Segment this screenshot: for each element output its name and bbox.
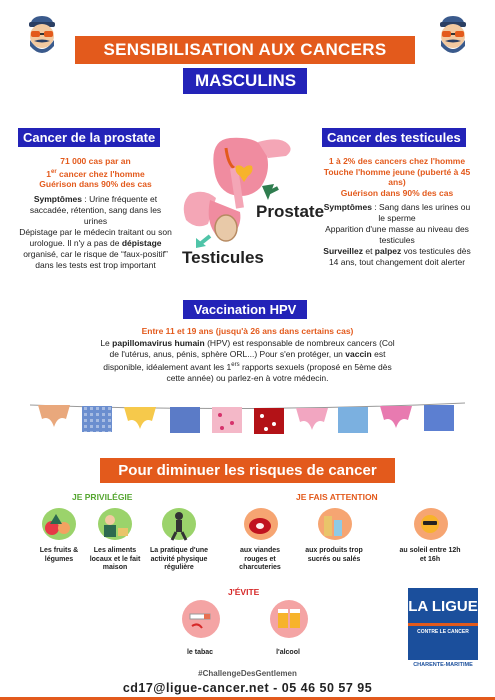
sweets-icon: [298, 508, 370, 542]
testicles-stat-age: Touche l'homme jeune (puberté à 45 ans): [323, 166, 471, 187]
testicles-title: Cancer des testicules: [322, 128, 466, 147]
favor-item-sport: [144, 508, 214, 573]
la-ligue-logo: [408, 588, 478, 660]
favor-heading: JE PRIVILÉGIE: [72, 492, 133, 502]
clothesline-illustration: [30, 395, 465, 445]
page-subtitle: MASCULINS: [183, 68, 307, 94]
mascot-right: [433, 14, 473, 63]
testicles-section: [322, 128, 472, 268]
testicles-stat-share: 1 à 2% des cancers chez l'homme: [328, 156, 466, 166]
testicles-mass: Apparition d'une masse au niveau des testicules: [325, 224, 469, 245]
prostate-stat-cure: Guérison dans 90% des cas: [39, 178, 152, 189]
cooking-icon: [88, 508, 142, 542]
testicles-symptoms: Symptômes : Sang dans les urines ou le sperme: [323, 202, 471, 223]
meat-icon: [232, 508, 288, 542]
hpv-text: Le papillomavirus humain (HPV) est responsable de nombreux cancers (Col de l'utérus, anus, pénis, sphère ORL...) Pour s'en protéger, un vaccin est disponible, idéalement avant les 1ers rapports sexuels (proposé en 5ème dès cette année) ou parlez-en à votre médecin.: [100, 338, 395, 383]
beer-icon: [258, 600, 318, 640]
avoid-item-tobacco: [172, 600, 228, 658]
care-item-sugar: [298, 508, 370, 564]
fruits-vegetables-icon: [34, 508, 84, 542]
testicles-label: Testicules: [182, 248, 264, 267]
hpv-title: Vaccination HPV: [183, 300, 307, 319]
prostate-title: Cancer de la prostate: [18, 128, 160, 147]
prostate-section: [18, 128, 173, 271]
favor-item-label: Les fruits & légumes: [39, 547, 79, 563]
testicles-self-exam: Surveillez et palpez vos testicules dès 14 ans, tout changement doit alerter: [323, 246, 471, 267]
anatomy-diagram: [170, 128, 330, 278]
care-heading: JE FAIS ATTENTION: [296, 492, 378, 502]
risks-banner: Pour diminuer les risques de cancer: [100, 458, 395, 483]
care-item-sun: [396, 508, 464, 564]
favor-item-fruits: [34, 508, 84, 564]
logo-region: CHARENTE-MARITIME: [413, 662, 473, 668]
prostate-screening: Dépistage par le médecin traitant ou son urologue. Il n'y a pas de dépistage organisé, car le risque de “faux-positif” dans les tests est trop important: [19, 227, 172, 271]
footer-hashtag: #ChallengeDesGentlemen: [198, 669, 297, 678]
page-title: SENSIBILISATION AUX CANCERS: [75, 36, 415, 64]
mascot-left: [22, 14, 62, 63]
avoid-item-alcohol: [258, 600, 318, 658]
favor-item-local: [88, 508, 142, 573]
care-item-meat: [232, 508, 288, 573]
prostate-stat-cases: 71 000 cas par an: [60, 156, 131, 166]
avoid-item-label: le tabac: [186, 649, 214, 656]
favor-item-label: La pratique d'une activité physique régulière: [149, 547, 209, 571]
avoid-item-label: l'alcool: [276, 649, 300, 656]
prostate-symptoms: Symptômes : Urine fréquente et saccadée, rétention, sang dans les urines: [29, 194, 162, 227]
sun-icon: [396, 508, 464, 542]
care-item-label: aux produits trop sucrés ou salés: [305, 547, 363, 563]
avoid-heading: J'ÉVITE: [228, 587, 260, 597]
cigarette-icon: [172, 600, 228, 640]
hpv-ages: Entre 11 et 19 ans (jusqu'à 26 ans dans certains cas): [141, 326, 354, 336]
mustache-man-icon: [433, 14, 473, 58]
footer-contact: cd17@ligue-cancer.net - 05 46 50 57 95: [122, 681, 373, 695]
mustache-man-icon: [22, 14, 62, 58]
logo-name: LA LIGUE: [408, 598, 478, 615]
favor-item-label: Les aliments locaux et le fait maison: [89, 547, 141, 571]
underwear-clothesline: [30, 395, 465, 445]
logo-sub: CONTRE LE CANCER: [417, 629, 469, 635]
testicles-stat-cure: Guérison dans 90% des cas: [340, 187, 454, 198]
care-item-label: au soleil entre 12h et 16h: [399, 547, 461, 563]
exercise-icon: [144, 508, 214, 542]
prostate-label: Prostate: [256, 202, 325, 221]
care-item-label: aux viandes rouges et charcuteries: [239, 547, 281, 571]
prostate-stat-rank: 1er cancer chez l'homme: [46, 168, 145, 179]
